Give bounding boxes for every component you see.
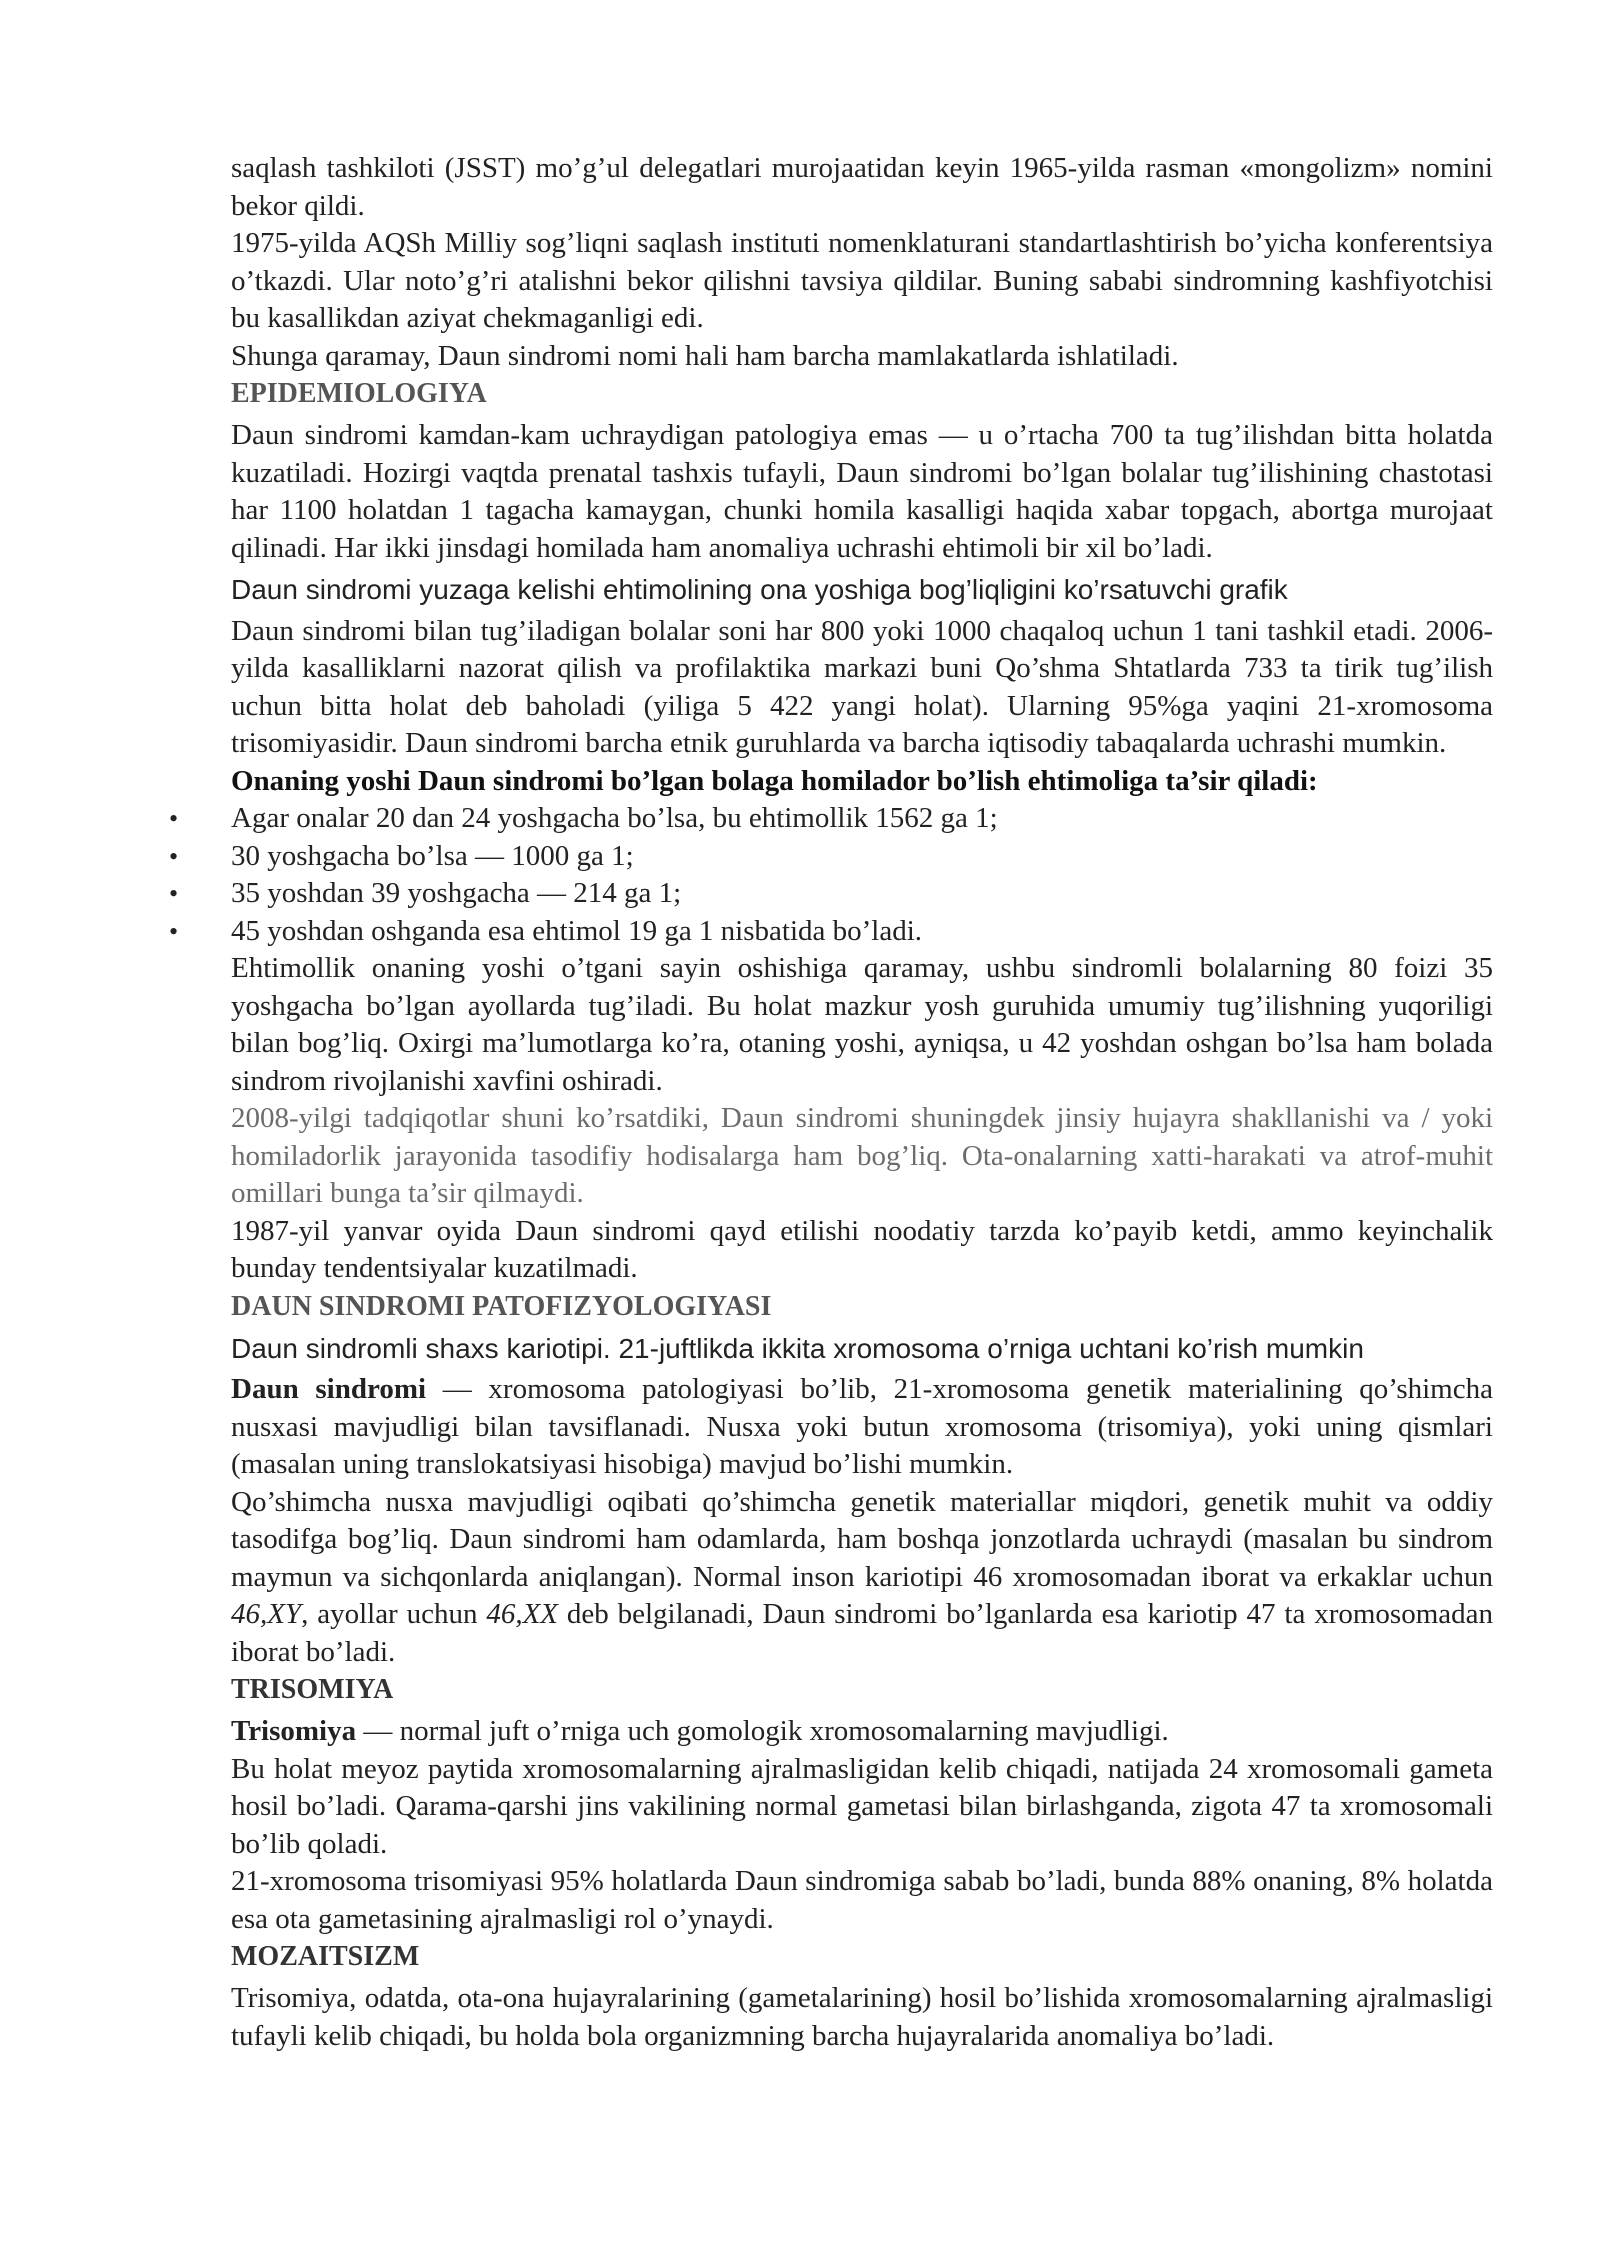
- paragraph-epidemiology: Daun sindromi kamdan-kam uchraydigan patologiya emas — u o’rtacha 700 ta tug’ilishdan bitta holatda kuzatiladi. Hozirgi vaqtda prenatal tashxis tufayli, Daun sindromi bo’lgan bolalar tug’ilishining chastotasi har 1100 holatdan 1 tagacha kamaygan, chunki homila kasalligi haqida xabar topgach, abortga murojaat qilinadi. Har ikki jinsdagi homilada ham anomaliya uchrashi ehtimoli bir xil bo’ladi.: [231, 419, 1493, 564]
- karyotype-male: 46,XY: [231, 1598, 302, 1630]
- heading-pathophysiology: DAUN SINDROMI PATOFIZYOLOGIYASI: [231, 1290, 772, 1322]
- paragraph-meiosis: Bu holat meyoz paytida xromosomalarning ajralmasligidan kelib chiqadi, natijada 24 xromosomali gameta hosil bo’ladi. Qarama-qarshi jins vakilining normal gametasi bilan birlashganda, zigota 47 ta xromosomali bo’lib qoladi.: [231, 1752, 1493, 1860]
- paragraph-trisomy-def: [231, 1713, 1493, 1751]
- paragraph-probability-age: Ehtimollik onaning yoshi o’tgani sayin oshishiga qaramay, ushbu sindromli bolalarning 80 foizi 35 yoshgacha bo’lgan ayollarda tug’iladi. Bu holat mazkur yosh guruhida umumiy tug’ilishning yuqoriligi bilan bog’liq. Oxirgi ma’lumotlarga ko’ra, otaning yoshi, ayniqsa, u 42 yoshdan oshgan bo’lsa ham bolada sindrom rivojlanishi xavfini oshiradi.: [231, 952, 1493, 1097]
- paragraph-incidence: Daun sindromi bilan tug’iladigan bolalar soni har 800 yoki 1000 chaqaloq uchun 1 tani tashkil etadi. 2006-yilda kasalliklarni nazorat qilish va profilaktika markazi buni Qo’shma Shtatlarda 733 ta tirik tug’ilish uchun bitta holat deb baholadi (yiliga 5 422 yangi holat). Ularning 95%ga yaqini 21-xromosoma trisomiyasidir. Daun sindromi barcha etnik guruhlarda va barcha iqtisodiy tabaqalarda uchrashi mumkin.: [231, 614, 1493, 759]
- paragraph-mosaicism: Trisomiya, odatda, ota-ona hujayralarining (gametalarining) hosil bo’lishida xromosomalarning ajralmasligi tufayli kelib chiqadi, bu holda bola organizmning barcha hujayralarida anomaliya bo’ladi.: [231, 1982, 1493, 2052]
- heading-epidemiology: EPIDEMIOLOGIYA: [231, 378, 487, 409]
- list-item: • 35 yoshdan 39 yoshgacha — 214 ga 1;: [231, 875, 1493, 913]
- karyotype-female: 46,XX: [486, 1598, 558, 1630]
- trisomy-def-text: — normal juft o’rniga uch gomologik xromosomalarning mavjudligi.: [356, 1715, 1169, 1747]
- karyotype-text-a: Qo’shimcha nusxa mavjudligi oqibati qo’shimcha genetik materiallar miqdori, genetik muhit va oddiy tasodifga bog’liq. Daun sindromi ham odamlarda, ham boshqa jonzotlarda uchraydi (masalan bu sindrom maymun va sichqonlarda aniqlangan). Normal inson kariotipi 46 xromosomadan iborat va erkaklar uchun: [231, 1485, 1493, 1593]
- paragraph-definition: [231, 1371, 1493, 1484]
- karyotype-text-c: deb belgilanadi, Daun sindromi bo’lganlarda esa kariotip 47 ta xromosomadan iborat bo’ladi.: [231, 1598, 1493, 1668]
- document-page: [231, 150, 1493, 2055]
- term-trisomiya: Trisomiya: [231, 1715, 357, 1747]
- list-item: • 45 yoshdan oshganda esa ehtimol 19 ga 1 nisbatida bo’ladi.: [231, 913, 1493, 951]
- paragraph-2008-research: 2008-yilgi tadqiqotlar shuni ko’rsatdiki, Daun sindromi shuningdek jinsiy hujayra shakllanishi va / yoki homiladorlik jarayonida tasodifiy hodisalarga ham bog’liq. Ota-onalarning xatti-harakati va atrof-muhit omillari bunga ta’sir qilmaydi.: [231, 1102, 1493, 1209]
- list-item: • Agar onalar 20 dan 24 yoshgacha bo’lsa, bu ehtimollik 1562 ga 1;: [231, 800, 1493, 838]
- caption-karyotype: Daun sindromli shaxs kariotipi. 21-juftlikda ikkita xromosoma o’rniga uchtani ko’rish mumkin: [231, 1332, 1364, 1364]
- paragraph-1987: 1987-yil yanvar oyida Daun sindromi qayd etilishi noodatiy tarzda ko’payib ketdi, ammo keyinchalik bunday tendentsiyalar kuzatilmadi.: [231, 1214, 1493, 1284]
- paragraph-karyotype: [231, 1484, 1493, 1672]
- list-item: • 30 yoshgacha bo’lsa — 1000 ga 1;: [231, 838, 1493, 876]
- caption-age-graph: Daun sindromi yuzaga kelishi ehtimolining ona yoshiga bog’liqligini ko’rsatuvchi grafik: [231, 574, 1288, 605]
- heading-trisomy: TRISOMIYA: [231, 1674, 394, 1705]
- karyotype-text-b: , ayollar uchun: [301, 1598, 487, 1630]
- paragraph-1975-conference: 1975-yilda AQSh Milliy sog’liqni saqlash instituti nomenklaturani standartlashtirish bo’yicha konferentsiya o’tkazdi. Ular noto’g’ri atalishni bekor qilishni tavsiya qildilar. Buning sababi sindromning kashfiyotchisi bu kasallikdan aziyat chekmaganligi edi.: [231, 227, 1493, 334]
- paragraph-jsst: saqlash tashkiloti (JSST) mo’g’ul delegatlari murojaatidan keyin 1965-yilda rasman «mongolizm» nomini bekor qildi.: [231, 152, 1493, 222]
- age-risk-list: [231, 800, 1493, 950]
- paragraph-mother-age-intro: Onaning yoshi Daun sindromi bo’lgan bolaga homilador bo’lish ehtimoliga ta’sir qiladi:: [231, 764, 1318, 797]
- term-daun-sindromi: Daun sindromi: [231, 1373, 427, 1405]
- definition-text: — xromosoma patologiyasi bo’lib, 21-xromosoma genetik materialining qo’shimcha nusxasi mavjudligi bilan tavsiflanadi. Nusxa yoki butun xromosoma (trisomiya), yoki uning qismlari (masalan uning translokatsiyasi hisobiga) mavjud bo’lishi mumkin.: [231, 1373, 1493, 1480]
- heading-mosaicism: MOZAITSIZM: [231, 1941, 420, 1972]
- paragraph-trisomy-21: 21-xromosoma trisomiyasi 95% holatlarda Daun sindromiga sabab bo’ladi, bunda 88% onaning, 8% holatda esa ota gametasining ajralmasligi rol o’ynaydi.: [231, 1865, 1493, 1935]
- paragraph-name-still-used: Shunga qaramay, Daun sindromi nomi hali ham barcha mamlakatlarda ishlatiladi.: [231, 339, 1179, 372]
